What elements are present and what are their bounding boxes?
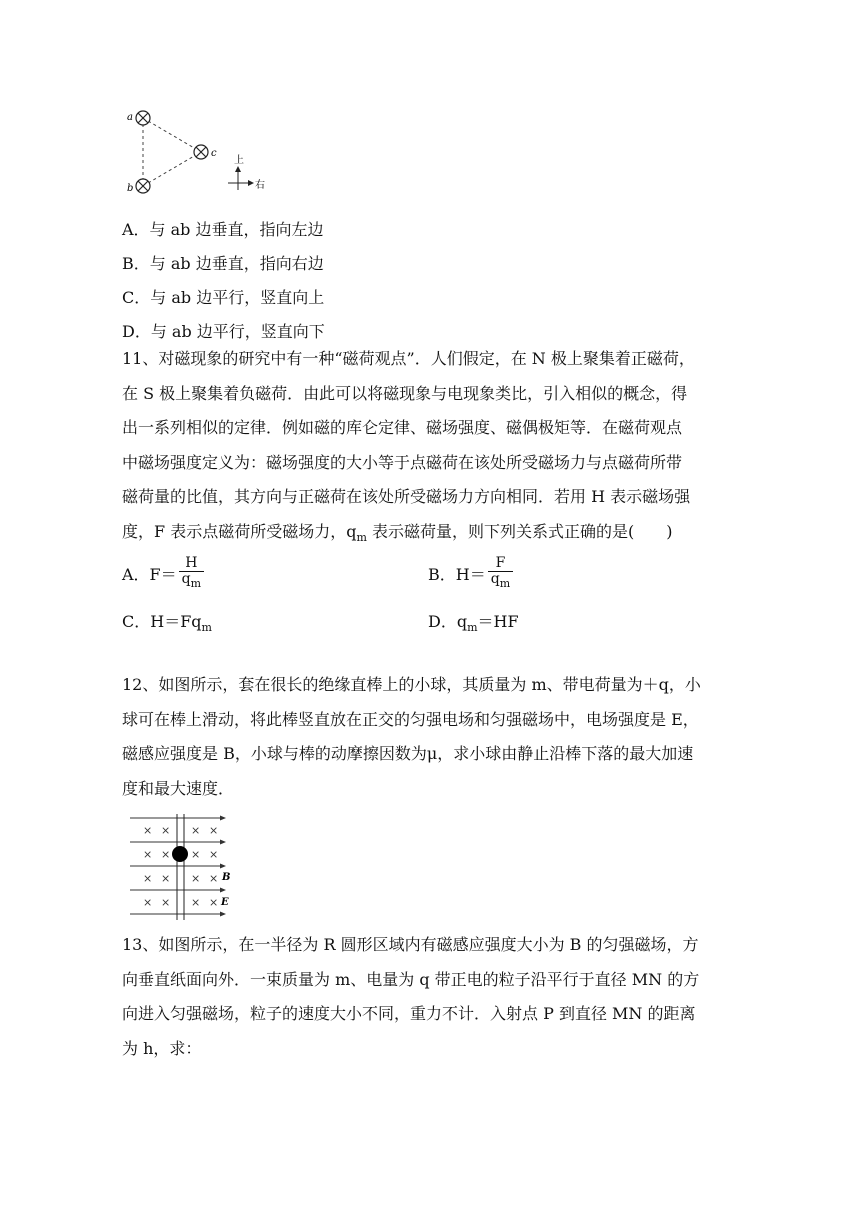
svg-text:×: × [191, 848, 201, 861]
q13-stem-line: 为 h，求： [122, 1038, 202, 1058]
svg-text:×: × [209, 848, 219, 861]
svg-text:×: × [143, 848, 153, 861]
q11-option-a-prefix: A．F＝ [122, 564, 177, 584]
svg-text:×: × [191, 896, 201, 909]
q10-option-b: B．与 ab 边垂直，指向右边 [122, 254, 324, 273]
fraction [488, 556, 513, 591]
label-B: B [222, 872, 231, 883]
svg-text:×: × [191, 872, 201, 885]
q12-stem-line: 12、如图所示，套在很长的绝缘直棒上的小球，其质量为 m、带电荷量为＋q，小 [122, 675, 701, 694]
svg-text:×: × [143, 824, 153, 837]
compass-right-label: 右 [255, 180, 265, 191]
label-b: b [127, 183, 134, 194]
q12-stem-line: 度和最大速度． [122, 778, 235, 798]
svg-text:×: × [143, 896, 153, 909]
q11-stem-line: 中磁场强度定义为：磁场强度的大小等于点磁荷在该处所受磁场力与点磁荷所带 [122, 452, 683, 472]
compass-icon [228, 166, 254, 190]
q10-option-d: D．与 ab 边平行，竖直向下 [122, 322, 325, 341]
label-a: a [127, 112, 133, 123]
q13-stem-line: 向进入匀强磁场，粒子的速度大小不同，重力不计．入射点 P 到直径 MN 的距离 [122, 1004, 696, 1023]
q12-stem [122, 668, 730, 806]
q11-stem-line: 出一系列相似的定律．例如磁的库仑定律、磁场强度、磁偶极矩等．在磁荷观点 [122, 418, 683, 437]
svg-text:×: × [209, 872, 219, 885]
label-E: E [221, 897, 229, 908]
svg-text:×: × [209, 896, 219, 909]
q10-option-a: A．与 ab 边垂直，指向左边 [122, 220, 324, 239]
charged-ball [172, 846, 188, 862]
q11-option-a [122, 556, 204, 591]
q12-stem-line: 球可在棒上滑动，将此棒竖直放在正交的匀强电场和匀强磁场中，电场强度是 E， [122, 709, 699, 729]
wire-b-into-page-icon [136, 179, 150, 193]
q11-stem-line: 11、对磁现象的研究中有一种“磁荷观点”．人们假定，在 N 极上聚集着正磁荷， [122, 349, 695, 368]
q11-stem-line: 度，F 表示点磁荷所受磁场力，$q_m$ 表示磁荷量，则下列关系式正确的是( ) [122, 521, 673, 544]
svg-text:×: × [161, 848, 171, 861]
fraction [179, 556, 204, 591]
wire-c-into-page-icon [194, 145, 208, 159]
svg-text:×: × [161, 872, 171, 885]
fraction-denominator: $q_m$ [181, 571, 202, 590]
wire-a-into-page-icon [136, 111, 150, 125]
compass-up-label: 上 [234, 155, 244, 166]
svg-text:×: × [143, 872, 153, 885]
svg-text:×: × [161, 824, 171, 837]
q13-stem-line: 向垂直纸面向外．一束质量为 m、电量为 q 带正电的粒子沿平行于直径 MN 的方 [122, 969, 700, 989]
fraction-numerator: H [179, 556, 204, 572]
q11-stem [122, 342, 730, 555]
fraction-denominator: $q_m$ [490, 571, 511, 590]
q11-option-c: C．$H=Fq_m$ [122, 612, 212, 635]
svg-text:×: × [209, 824, 219, 837]
field-rod-figure [122, 812, 234, 922]
label-c: c [211, 148, 217, 159]
q13-stem-line: 13、如图所示，在一半径为 R 圆形区域内有磁感应强度大小为 B 的匀强磁场，方 [122, 935, 699, 954]
q11-option-b [428, 556, 513, 591]
q10-option-c: C．与 ab 边平行，竖直向上 [122, 288, 325, 307]
q11-stem-line: 磁荷量的比值，其方向与正磁荷在该处所受磁场力方向相同．若用 H 表示磁场强 [122, 487, 691, 506]
q12-stem-line: 磁感应强度是 B，小球与棒的动摩擦因数为μ，求小球由静止沿棒下落的最大加速 [122, 744, 694, 763]
svg-text:×: × [161, 896, 171, 909]
three-wire-figure [122, 106, 272, 198]
q11-option-b-prefix: B．H＝ [428, 564, 486, 584]
q11-option-d: D．$q_m=HF$ [428, 612, 519, 635]
svg-text:×: × [191, 824, 201, 837]
q13-stem [122, 928, 730, 1066]
q11-stem-line: 在 S 极上聚集着负磁荷．由此可以将磁现象与电现象类比，引入相似的概念，得 [122, 383, 688, 403]
fraction-numerator: F [488, 556, 513, 572]
